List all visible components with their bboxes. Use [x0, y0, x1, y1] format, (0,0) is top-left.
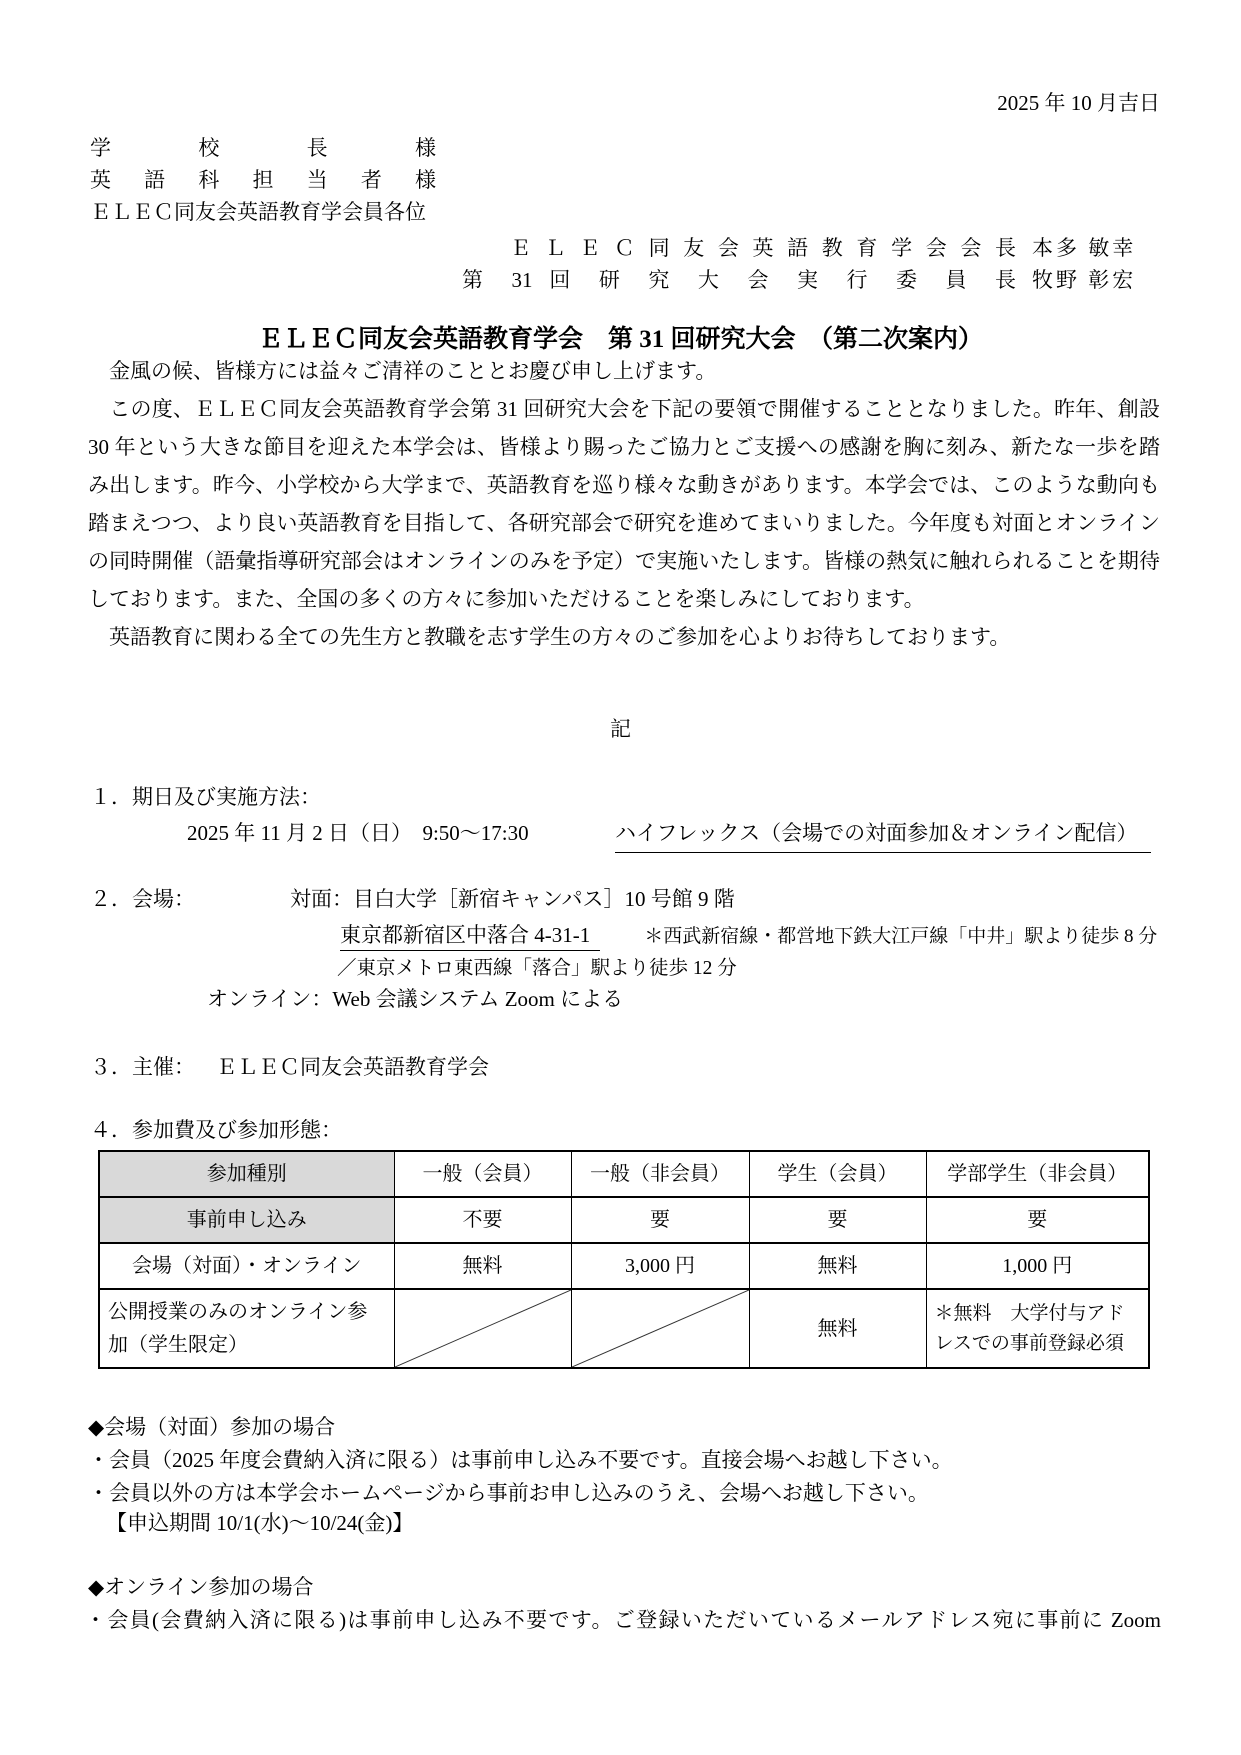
cell-openclass-student-member: 無料	[749, 1289, 926, 1368]
fee-table-header-general-nonmember: 一般（非会員）	[571, 1151, 749, 1197]
cell-fee-student-member: 無料	[749, 1243, 926, 1289]
venue-access-note-1: ＊西武新宿線・都営地下鉄大江戸線「中井」駅より徒歩 8 分	[644, 926, 1158, 947]
venue-online: オンライン：Web 会議システム Zoom による	[207, 987, 624, 1011]
fee-table-row-open-class	[99, 1289, 1149, 1368]
fee-table-header-type: 参加種別	[99, 1151, 394, 1197]
venue-access-note-2: ／東京メトロ東西線「落合」駅より徒歩 12 分	[337, 958, 737, 979]
venue-item-label: ２．会場：	[90, 887, 195, 911]
cell-fee-undergrad-nonmember: 1,000 円	[926, 1243, 1149, 1289]
section-heading-in-person: ◆会場（対面）参加の場合	[88, 1415, 336, 1439]
document-date: 2025 年 10 月吉日	[997, 91, 1160, 115]
organizer-item-label: ３．主催：	[90, 1055, 195, 1079]
fee-table	[98, 1150, 1150, 1369]
fee-table-row-venue-online	[99, 1243, 1149, 1289]
cell-openclass-general-member-na	[394, 1289, 571, 1368]
body-paragraphs	[88, 352, 1160, 656]
in-person-bullet-nonmembers: ・会員以外の方は本学会ホームページから事前お申し込みのうえ、会場へお越し下さい。	[88, 1481, 929, 1505]
document-title: ＥＬＥＣ同友会英語教育学会 第 31 回研究大会 （第二次案内）	[257, 326, 983, 353]
organizer-name: ＥＬＥＣ同友会英語教育学会	[216, 1055, 489, 1079]
cell-prereg-general-member: 不要	[394, 1197, 571, 1243]
cell-prereg-undergrad-nonmember: 要	[926, 1197, 1149, 1243]
section-heading-online: ◆オンライン参加の場合	[88, 1575, 314, 1599]
recipient-principal: 学 校 長 様	[90, 136, 436, 160]
sender-name-president: 本多 敏幸	[1032, 236, 1137, 260]
cell-prereg-general-nonmember: 要	[571, 1197, 749, 1243]
cell-prereg-student-member: 要	[749, 1197, 926, 1243]
schedule-format-underlined: ハイフレックス（会場での対面参加＆オンライン配信）	[615, 818, 1151, 853]
cell-openclass-general-nonmember-na	[571, 1289, 749, 1368]
fee-table-row-preregistration	[99, 1197, 1149, 1243]
schedule-item-label: １．期日及び実施方法：	[90, 785, 321, 809]
diagonal-slash	[395, 1290, 571, 1367]
fee-table-header-undergrad-nonmember: 学部学生（非会員）	[926, 1151, 1149, 1197]
sender-name-committee-chair: 牧野 彰宏	[1032, 268, 1137, 292]
cell-fee-general-nonmember: 3,000 円	[571, 1243, 749, 1289]
sender-role-president: ＥＬＥＣ同友会英語教育学会会長	[510, 236, 1016, 260]
fee-item-label: ４．参加費及び参加形態：	[90, 1118, 342, 1142]
online-bullet-members: ・会員(会費納入済に限る)は事前申し込み不要です。ご登録いただいているメールアドレス宛に事前に Zoom	[85, 1608, 1161, 1632]
row-label-preregistration: 事前申し込み	[99, 1197, 394, 1243]
venue-address-line	[340, 920, 1157, 952]
row-label-venue-online: 会場（対面）・オンライン	[99, 1243, 394, 1289]
greeting-paragraph: 金風の候、皆様方には益々ご清祥のこととお慶び申し上げます。	[88, 359, 717, 383]
in-person-bullet-members: ・会員（2025 年度会費納入済に限る）は事前申し込み不要です。直接会場へお越し下さい。	[88, 1448, 953, 1472]
venue-in-person: 対面：目白大学［新宿キャンパス］10 号館 9 階	[290, 887, 735, 911]
row-label-open-class: 公開授業のみのオンライン参加（学生限定）	[99, 1289, 394, 1368]
sender-role-committee-chair: 第 31 回 研 究 大 会 実 行 委 員 長	[462, 268, 1016, 292]
record-marker: 記	[610, 717, 631, 741]
recipient-society-members: ＥＬＥＣ同友会英語教育学会員各位	[90, 200, 426, 224]
fee-table-header-student-member: 学生（会員）	[749, 1151, 926, 1197]
cell-openclass-undergrad-nonmember: ＊無料 大学付与アドレスでの事前登録必須	[926, 1289, 1149, 1368]
diagonal-slash	[572, 1290, 749, 1367]
fee-table-header-general-member: 一般（会員）	[394, 1151, 571, 1197]
closing-paragraph: 英語教育に関わる全ての先生方と教職を志す学生の方々のご参加を心よりお待ちしております。	[88, 625, 1011, 649]
fee-table-header-row	[99, 1151, 1149, 1197]
venue-address-underlined: 東京都新宿区中落合 4-31-1	[340, 923, 600, 951]
recipient-english-teacher: 英 語 科 担 当 者 様	[90, 168, 436, 192]
schedule-date-time: 2025 年 11 月 2 日（日） 9:50～17:30	[187, 821, 529, 845]
main-paragraph: この度、ＥＬＥＣ同友会英語教育学会第 31 回研究大会を下記の要領で開催することとなりました。昨年、創設 30 年という大きな節目を迎えた本学会は、皆様より賜ったご協力とご支援への感謝を胸に刻み、新たな一歩を踏み出します。昨今、小学校から大学まで、英語教育を巡り様々な動きがあります。本学会では、このような動向も踏まえつつ、より良い英語教育を目指して、各研究部会で研究を進めてまいりました。今年度も対面とオンラインの同時開催（語彙指導研究部会はオンラインのみを予定）で実施いたします。皆様の熱気に触れられることを期待しております。また、全国の多くの方々に参加いただけることを楽しみにしております。	[88, 397, 1160, 611]
application-period-note: 【申込期間 10/1(水)～10/24(金)】	[106, 1511, 414, 1535]
cell-fee-general-member: 無料	[394, 1243, 571, 1289]
